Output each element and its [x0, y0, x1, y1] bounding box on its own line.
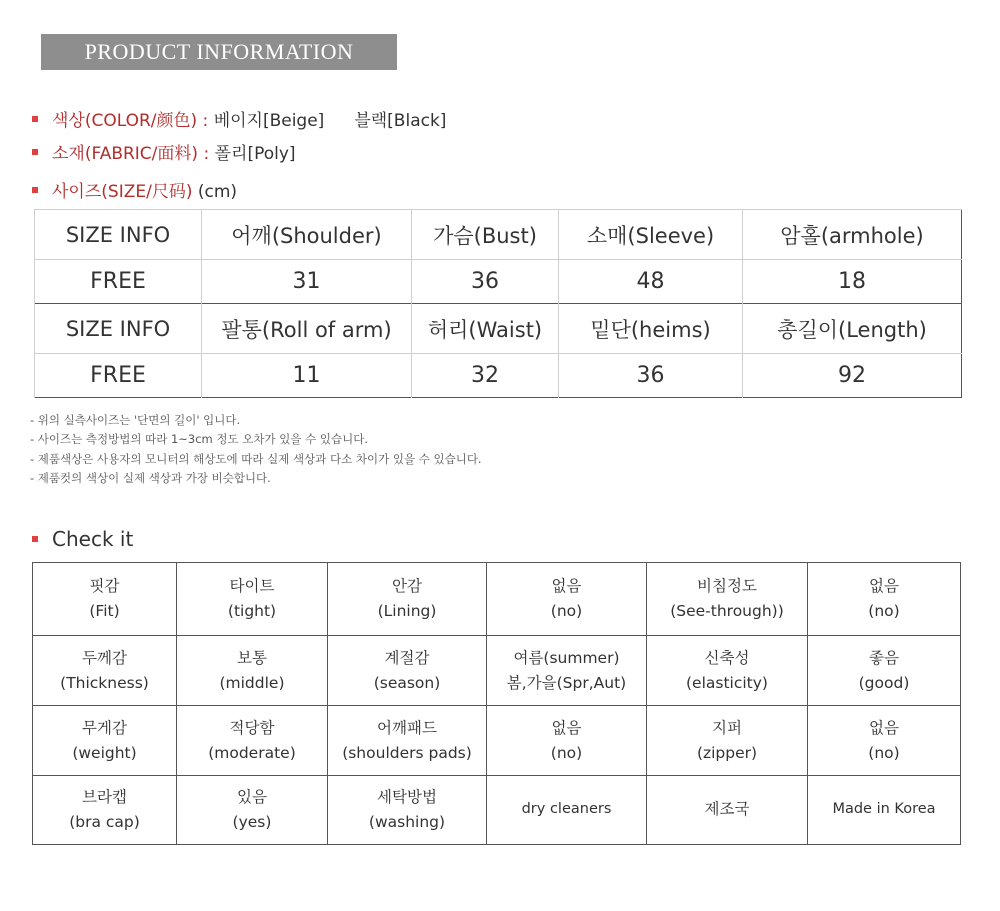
color-value-beige: 베이지[Beige] [213, 111, 325, 131]
check-cell: 어깨패드 (shoulders pads) [328, 706, 487, 775]
size-label: 사이즈(SIZE/尺码) [52, 182, 193, 202]
check-cell: 타이트 (tight) [177, 563, 328, 636]
check-cell: 없음 (no) [808, 563, 961, 636]
size-table [34, 209, 962, 398]
bullet-icon [32, 536, 38, 542]
size-value-cell: 32 [412, 354, 559, 398]
check-cell: 없음 (no) [808, 706, 961, 775]
size-header-cell: 팔통(Roll of arm) [202, 304, 412, 354]
check-it-heading [32, 527, 133, 551]
note-line: - 제품컷의 색상이 실제 색상과 가장 비슷합니다. [30, 470, 271, 485]
size-value-cell: 11 [202, 354, 412, 398]
check-cell: 브라캡 (bra cap) [33, 775, 177, 844]
size-header-cell: 밑단(heims) [559, 304, 743, 354]
color-value-black: 블랙[Black] [354, 111, 447, 131]
check-cell: 없음 (no) [487, 706, 647, 775]
check-cell: Made in Korea [808, 775, 961, 844]
fabric-info [32, 139, 296, 164]
note-line: - 제품색상은 사용자의 모니터의 해상도에 따라 실제 색상과 다소 차이가 있을 수 있습니다. [30, 451, 482, 466]
check-cell: 안감 (Lining) [328, 563, 487, 636]
check-cell: 좋음 (good) [808, 636, 961, 706]
check-cell: 보통 (middle) [177, 636, 328, 706]
bullet-icon [32, 149, 38, 155]
check-it-table [32, 562, 961, 845]
check-cell: 핏감 (Fit) [33, 563, 177, 636]
check-row [33, 706, 961, 775]
check-cell: 없음 (no) [487, 563, 647, 636]
check-row [33, 775, 961, 844]
size-value-row [35, 260, 962, 304]
size-header-row [35, 304, 962, 354]
check-cell: 제조국 [647, 775, 808, 844]
check-cell: 적당함 (moderate) [177, 706, 328, 775]
color-label: 색상(COLOR/颜色) : [52, 111, 209, 131]
check-cell: 신축성 (elasticity) [647, 636, 808, 706]
size-header-row [35, 210, 962, 260]
check-cell: 계절감 (season) [328, 636, 487, 706]
color-info [32, 106, 446, 131]
note-line: - 위의 실측사이즈는 '단면의 길이' 입니다. [30, 413, 241, 427]
check-row [33, 636, 961, 706]
size-value-cell: 36 [412, 260, 559, 304]
size-header-cell: 어깨(Shoulder) [202, 210, 412, 260]
size-info-heading [32, 177, 237, 202]
check-cell: 있음 (yes) [177, 775, 328, 844]
fabric-label: 소재(FABRIC/面料) : [52, 144, 210, 164]
check-cell: 두께감 (Thickness) [33, 636, 177, 706]
page-title: PRODUCT INFORMATION [41, 34, 397, 70]
bullet-icon [32, 116, 38, 122]
measurement-notes [30, 411, 482, 488]
size-value-cell: 18 [743, 260, 962, 304]
check-cell: 세탁방법 (washing) [328, 775, 487, 844]
size-header-cell: 소매(Sleeve) [559, 210, 743, 260]
size-value-cell: 48 [559, 260, 743, 304]
size-header-cell: 허리(Waist) [412, 304, 559, 354]
size-unit: (cm) [197, 182, 238, 202]
check-cell: 무게감 (weight) [33, 706, 177, 775]
size-value-cell: FREE [35, 260, 202, 304]
size-header-cell: 총길이(Length) [743, 304, 962, 354]
size-value-cell: 92 [743, 354, 962, 398]
fabric-value: 폴리[Poly] [214, 144, 296, 164]
check-cell: 여름(summer) 봄,가을(Spr,Aut) [487, 636, 647, 706]
size-header-cell: 암홀(armhole) [743, 210, 962, 260]
bullet-icon [32, 187, 38, 193]
check-cell: 지퍼 (zipper) [647, 706, 808, 775]
size-header-cell: 가슴(Bust) [412, 210, 559, 260]
size-header-cell: SIZE INFO [35, 304, 202, 354]
check-cell: 비침정도 (See-through)) [647, 563, 808, 636]
size-value-cell: 31 [202, 260, 412, 304]
note-line: - 사이즈는 측정방법의 따라 1~3cm 정도 오차가 있을 수 있습니다. [30, 432, 369, 447]
size-header-cell: SIZE INFO [35, 210, 202, 260]
check-it-title: Check it [52, 527, 134, 551]
check-row [33, 563, 961, 636]
size-value-cell: 36 [559, 354, 743, 398]
size-value-row [35, 354, 962, 398]
size-value-cell: FREE [35, 354, 202, 398]
check-cell: dry cleaners [487, 775, 647, 844]
